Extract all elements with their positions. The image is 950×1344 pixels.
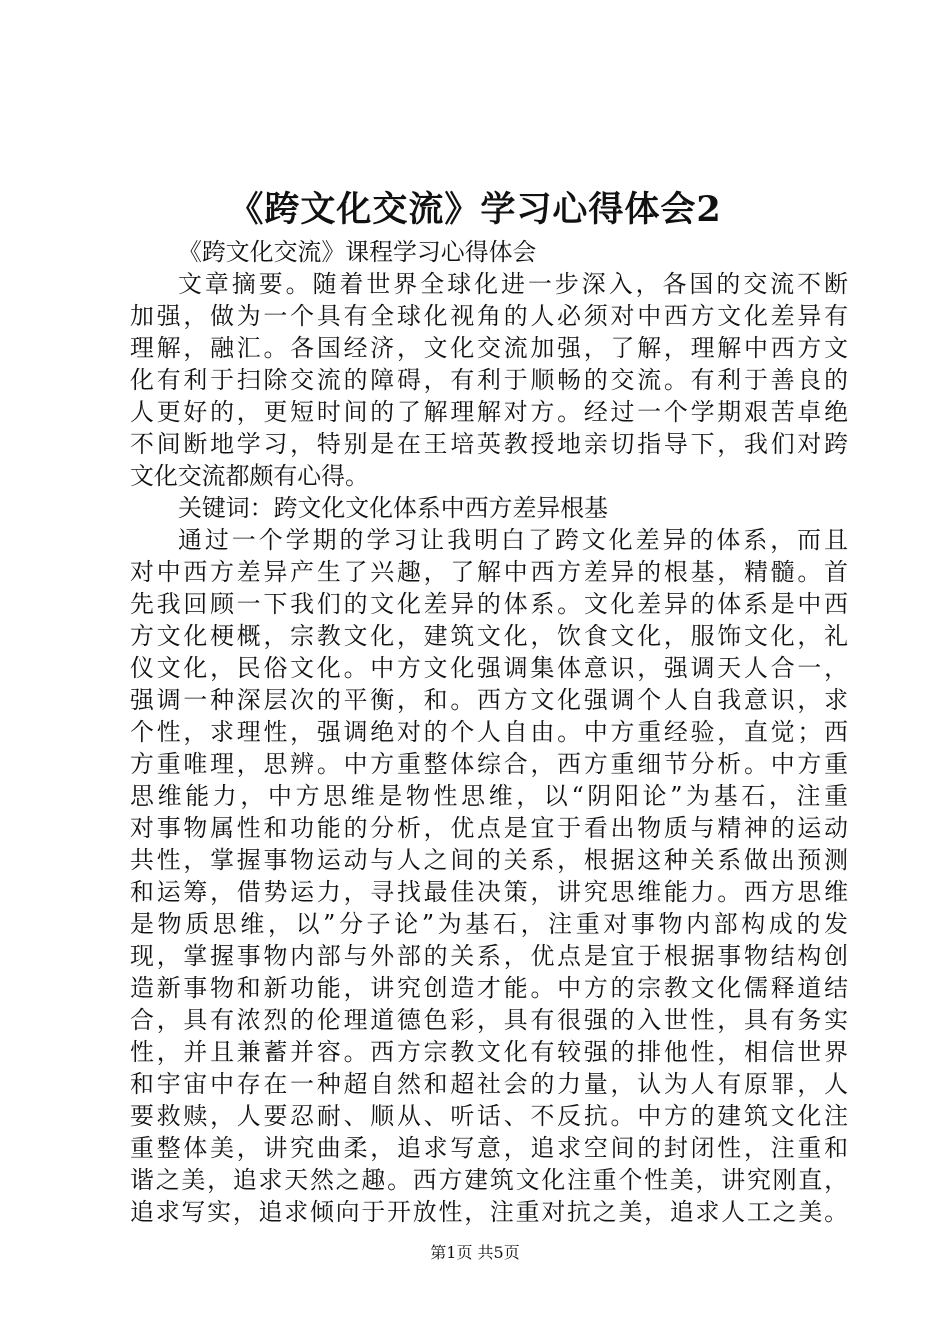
- text-line: 共性，掌握事物运动与人之间的关系，根据这种关系做出预测: [130, 846, 848, 874]
- text-line: 和运筹，借势运力，寻找最佳决策，讲究思维能力。西方思维: [130, 878, 848, 906]
- text-line: 现，掌握事物内部与外部的关系，优点是宜于根据事物结构创: [130, 942, 848, 970]
- text-line: 对中西方差异产生了兴趣，了解中西方差异的根基，精髓。首: [130, 558, 848, 586]
- text-line: 关键词：跨文化文化体系中西方差异根基: [178, 494, 609, 522]
- text-line: 是物质思维，以”分子论”为基石，注重对事物内部构成的发: [130, 910, 848, 938]
- text-line: 文化交流都颇有心得。: [130, 462, 369, 490]
- text-line: 个性，求理性，强调绝对的个人自由。中方重经验，直觉；西: [130, 718, 848, 746]
- text-line: 和宇宙中存在一种超自然和超社会的力量，认为人有原罪，人: [130, 1070, 848, 1098]
- page-footer: 第1页 共5页: [430, 1243, 520, 1262]
- text-line: 理解，融汇。各国经济，文化交流加强，了解，理解中西方文: [130, 334, 848, 362]
- text-line: 重整体美，讲究曲柔，追求写意，追求空间的封闭性，注重和: [130, 1134, 848, 1162]
- text-line: 不间断地学习，特别是在王培英教授地亲切指导下，我们对跨: [130, 430, 848, 458]
- document-title: 《跨文化交流》学习心得体会2: [228, 189, 722, 230]
- text-line: 先我回顾一下我们的文化差异的体系。文化差异的体系是中西: [130, 590, 848, 618]
- text-line: 对事物属性和功能的分析，优点是宜于看出物质与精神的运动: [130, 814, 848, 842]
- text-line: 《跨文化交流》课程学习心得体会: [178, 238, 537, 266]
- text-line: 谐之美，追求天然之趣。西方建筑文化注重个性美，讲究刚直，: [130, 1166, 848, 1194]
- text-line: 加强，做为一个具有全球化视角的人必须对中西方文化差异有: [130, 302, 848, 330]
- text-line: 思维能力，中方思维是物性思维，以“阴阳论”为基石，注重: [130, 782, 848, 810]
- text-line: 方重唯理，思辨。中方重整体综合，西方重细节分析。中方重: [130, 750, 848, 778]
- text-line: 强调一种深层次的平衡，和。西方文化强调个人自我意识，求: [130, 686, 848, 714]
- text-line: 合，具有浓烈的伦理道德色彩，具有很强的入世性，具有务实: [130, 1006, 848, 1034]
- text-line: 造新事物和新功能，讲究创造才能。中方的宗教文化儒释道结: [130, 974, 848, 1002]
- text-line: 要救赎，人要忍耐、顺从、听话、不反抗。中方的建筑文化注: [130, 1102, 848, 1130]
- text-line: 方文化梗概，宗教文化，建筑文化，饮食文化，服饰文化，礼: [130, 622, 848, 650]
- text-line: 追求写实，追求倾向于开放性，注重对抗之美，追求人工之美。: [130, 1198, 848, 1226]
- text-line: 人更好的，更短时间的了解理解对方。经过一个学期艰苦卓绝: [130, 398, 848, 426]
- text-line: 化有利于扫除交流的障碍，有利于顺畅的交流。有利于善良的: [130, 366, 848, 394]
- text-line: 仪文化，民俗文化。中方文化强调集体意识，强调天人合一，: [130, 654, 848, 682]
- text-line: 通过一个学期的学习让我明白了跨文化差异的体系，而且: [178, 526, 848, 554]
- text-line: 性，并且兼蓄并容。西方宗教文化有较强的排他性，相信世界: [130, 1038, 848, 1066]
- document-body: [130, 236, 848, 1228]
- text-line: 文章摘要。随着世界全球化进一步深入，各国的交流不断: [178, 270, 848, 298]
